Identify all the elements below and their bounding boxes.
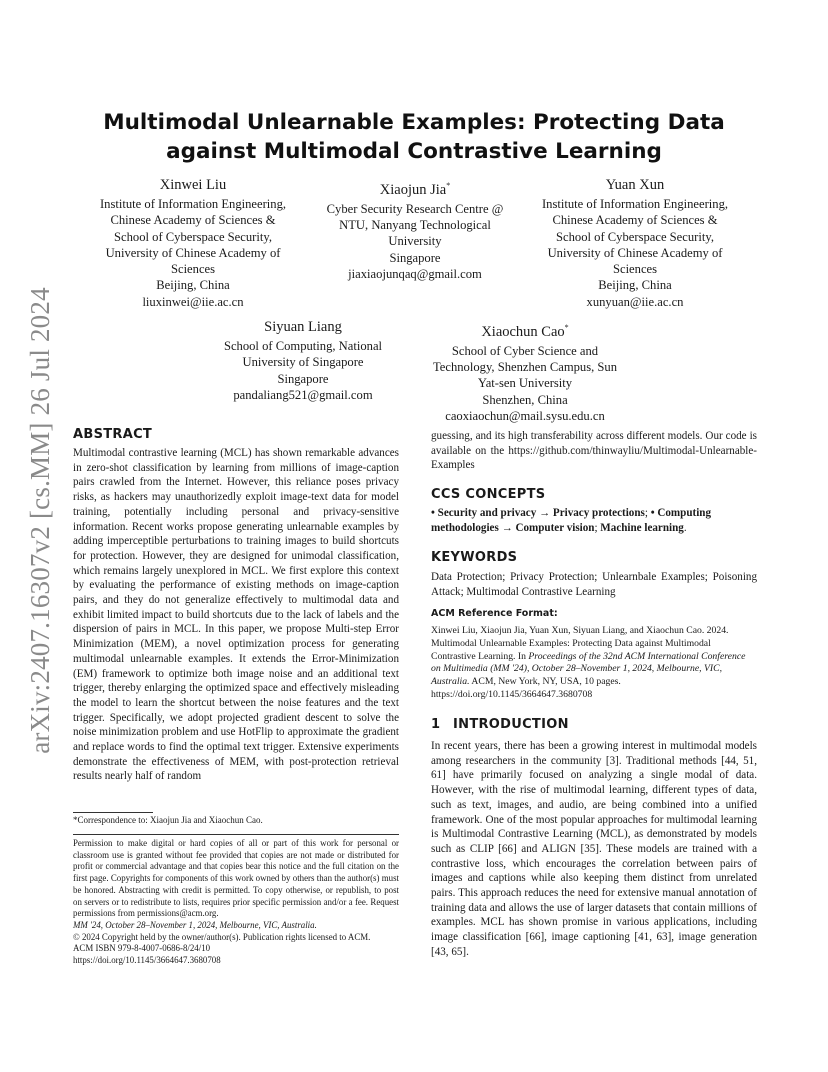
copyright-line: © 2024 Copyright held by the owner/author(s). Publication rights licensed to ACM.: [73, 931, 371, 942]
author-affiliation-line: University of Singapore: [242, 355, 364, 370]
ccs-concept: Machine learning: [600, 521, 684, 534]
footnote-divider: [73, 812, 153, 813]
ccs-concept: Privacy protections: [552, 507, 645, 519]
correspondence-mark: *: [564, 323, 569, 332]
introduction-body: [431, 739, 757, 960]
abstract-continuation: [431, 429, 757, 473]
author-block-5: [418, 318, 632, 424]
keywords-heading: KEYWORDS: [431, 550, 518, 565]
reference-tail: ACM, New York, NY, USA, 10 pages. https://doi.org/10.1145/3664647.3680708: [431, 676, 621, 701]
author-affiliation-line: NTU, Nanyang Technological: [339, 218, 491, 233]
author-affiliation-line: School of Cyber Science and: [451, 343, 599, 358]
correspondence-footnote: *Correspondence to: Xiaojun Jia and Xiaochun Cao.: [73, 815, 263, 825]
reference-proceedings: Proceedings of the 32nd ACM International Conference on Multimedia (MM '24), October 28–November 1, 2024, Melbourne, VIC, Australia.: [431, 650, 746, 688]
author-email[interactable]: xunyuan@iie.ac.cn: [586, 294, 684, 309]
author-block-1: [86, 176, 300, 310]
author-affiliation-line: School of Cyberspace Security,: [556, 229, 714, 244]
author-affiliation-line: Singapore: [277, 371, 329, 386]
author-affiliation-line: Cyber Security Research Centre @: [326, 201, 504, 216]
ccs-separator: ;: [644, 507, 651, 519]
ccs-concept: • Security and privacy: [431, 507, 537, 519]
ccs-end: .: [683, 521, 687, 534]
author-affiliation-line: Singapore: [389, 250, 441, 265]
abstract-heading: ABSTRACT: [73, 427, 153, 442]
abstract-body: [73, 446, 399, 784]
abstract-text: Multimodal contrastive learning (MCL) has shown remarkable advances in zero-shot classification by learning from millions of image-caption pairs crawled from the Internet. However, this reliance poses privacy risks, as hackers may unauthorizedly exploit image-text data for model training, potentially including personal and privacy-sensitive information. Recent works propose generating unlearnable examples by adding imperceptible perturbations to training images to build shortcuts for protection. However, they are designed for unimodal classification, which remains largely unexplored in MCL. We first explore this context by evaluating the performance of existing methods on image-caption pairs, and they do not generalize effectively to multimodal data and exhibit limited impact to build shortcuts due to the lack of labels and the dispersion of pairs in MCL. In this paper, we propose Multi-step Error Minimization (MEM), a novel optimization process for generating multimodal unlearnable examples. It extends the Error-Minimization (EM) framework to optimize both image noise and an additional text trigger, thereby enlarging the optimized space and effectively misleading the model to learn the shortcut between the noise features and the text trigger. Specifically, we adopt projected gradient descent to solve the noise minimization problem and use HotFlip to approximate the gradient and replace words to find the optimal text trigger. Extensive experiments demonstrate the effectiveness of MEM, with post-protection retrieval results nearly half of random: [73, 447, 399, 783]
keywords-body: [431, 570, 757, 599]
author-affiliation-line: Sciences: [612, 262, 658, 277]
reference-format-heading: ACM Reference Format:: [431, 608, 558, 619]
author-email[interactable]: caoxiaochun@mail.sysu.edu.cn: [445, 409, 605, 424]
author-affiliation-line: Shenzhen, China: [482, 392, 568, 407]
author-affiliation-line: University of Chinese Academy of: [105, 245, 281, 260]
author-block-3: [528, 176, 742, 310]
ccs-concepts: [431, 506, 757, 535]
reference-format: [431, 607, 757, 702]
section-number: 1: [431, 717, 441, 732]
introduction-text: In recent years, there has been a growing interest in multimodal models among researchers in the community [3]. Traditional methods [44, 51, 61] have primarily focused on analyzing a single modal of data. However, with the rise of multimodal learning, different types of data, such as text, images, and audio, are being combined into a unified framework. One of the most popular approaches for multimodal learning is Multimodal Contrastive Learning (MCL), as demonstrated by models such as CLIP [66] and ALIGN [35]. These models are trained with a contrastive loss, which encourages the correlation between pairs of images and captions while also keeping them distinct from unrelated pairs. This approach reduces the need for extensive manual annotation of training data and allows the use of larger datasets that contain millions of examples. MCL has shown promise in various applications, including image classification [66], image captioning [41, 63], image generation [43, 65].: [431, 740, 757, 958]
author-email[interactable]: jiaxiaojunqaq@gmail.com: [348, 267, 482, 282]
ccs-concept: • Computing methodologies: [431, 507, 711, 534]
section-title: INTRODUCTION: [453, 717, 569, 732]
ccs-heading: CCS CONCEPTS: [431, 487, 546, 502]
correspondence-mark: *: [446, 181, 451, 190]
author-affiliation-line: Institute of Information Engineering,: [541, 197, 729, 211]
author-affiliation-line: University of Chinese Academy of: [547, 245, 723, 260]
author-affiliation-line: Beijing, China: [156, 278, 230, 293]
author-affiliation-line: Yat-sen University: [477, 376, 573, 391]
author-block-4: [196, 318, 410, 403]
ccs-arrow: →: [498, 521, 516, 534]
ccs-separator: ;: [594, 521, 601, 534]
permission-text: Permission to make digital or hard copies of all or part of this work for personal or classroom use is granted without fee provided that copies are not made or distributed for profit or commercial advantage and that copies bear this notice and the full citation on the first page. Copyrights for components of this work owned by others than the author(s) must be honored. Abstracting with credit is permitted. To copy otherwise, or republish, to post on servers or to redistribute to lists, requires prior specific permission and/or a fee. Request permissions from permissions@acm.org.: [73, 838, 399, 919]
author-name: Xiaochun Cao*: [481, 323, 569, 340]
permission-block: [73, 838, 399, 967]
author-affiliation-line: University: [388, 234, 442, 249]
author-name: Xiaojun Jia*: [379, 181, 451, 198]
author-name: Xinwei Liu: [159, 177, 227, 193]
abstract-continuation-text: guessing, and its high transferability across different models. Our code is available on the https://github.com/thinwayliu/Multimodal-Unlearnable-Examples: [431, 430, 757, 472]
reference-format-text: [431, 625, 757, 702]
author-email[interactable]: pandaliang521@gmail.com: [233, 387, 373, 402]
author-affiliation-line: School of Computing, National: [223, 339, 383, 353]
doi-link[interactable]: https://doi.org/10.1145/3664647.3680708: [73, 955, 221, 966]
ccs-concept: Computer vision: [515, 521, 595, 534]
author-affiliation-line: Chinese Academy of Sciences &: [110, 213, 276, 228]
paper-title: Multimodal Unlearnable Examples: Protecting Data against Multimodal Contrastive Learning: [103, 110, 725, 164]
author-name: Siyuan Liang: [264, 319, 342, 335]
arxiv-identifier-text: arXiv:2407.16307v2 [cs.MM] 26 Jul 2024: [24, 286, 55, 754]
keywords-text: Data Protection; Privacy Protection; Unlearnbale Examples; Poisoning Attack; Multimodal Contrastive Learning: [431, 571, 757, 598]
arxiv-identifier-stamp: [10, 280, 70, 760]
author-email[interactable]: liuxinwei@iie.ac.cn: [142, 294, 244, 309]
reference-authors: Xinwei Liu, Xiaojun Jia, Yuan Xun, Siyuan Liang, and Xiaochun Cao. 2024. Multimodal Unlearnable Examples: Protecting Data against Multimodal Contrastive Learning. In: [431, 624, 729, 662]
introduction-heading: [431, 717, 569, 733]
author-affiliation-line: School of Cyberspace Security,: [114, 229, 272, 244]
author-name: Yuan Xun: [605, 177, 665, 193]
permission-divider: [73, 834, 399, 835]
ccs-text: [431, 506, 757, 535]
author-affiliation-line: Institute of Information Engineering,: [99, 197, 287, 211]
author-affiliation-line: Beijing, China: [598, 278, 672, 293]
author-affiliation-line: Technology, Shenzhen Campus, Sun: [432, 360, 618, 375]
venue-line: MM '24, October 28–November 1, 2024, Melbourne, VIC, Australia.: [73, 919, 317, 930]
isbn-line: ACM ISBN 979-8-4007-0686-8/24/10: [73, 943, 211, 954]
author-block-2: [308, 176, 522, 282]
ccs-arrow: →: [536, 507, 553, 519]
author-affiliation-line: Chinese Academy of Sciences &: [552, 213, 718, 228]
author-affiliation-line: Sciences: [170, 262, 216, 277]
